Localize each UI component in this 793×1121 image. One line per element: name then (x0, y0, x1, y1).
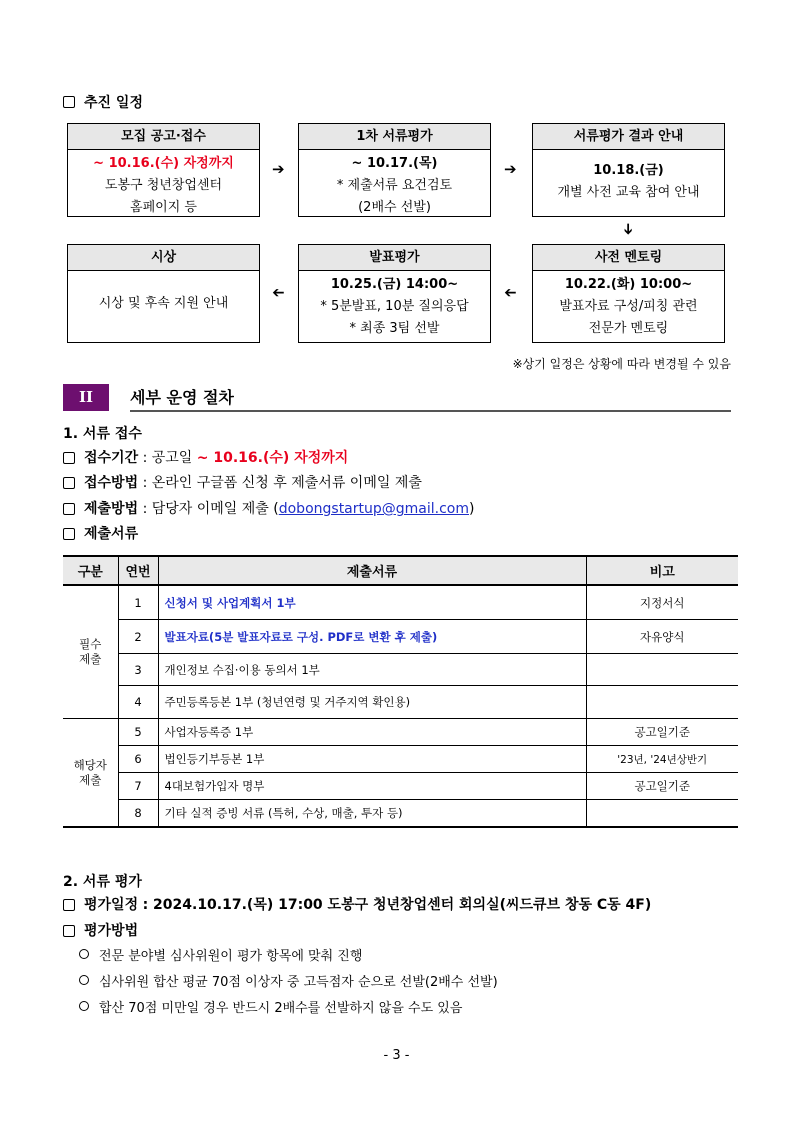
circle-bullet-icon (79, 975, 89, 985)
schedule-box-title: 서류평가 결과 안내 (533, 124, 724, 150)
schedule-box-presentation (298, 244, 491, 343)
schedule-box-title: 발표평가 (299, 245, 490, 271)
schedule-box-title: 모집 공고·접수 (68, 124, 259, 150)
submission-method (84, 472, 422, 492)
row-number: 1 (118, 585, 158, 620)
table-header: 제출서류 (158, 556, 586, 585)
schedule-box-award (67, 244, 260, 343)
table-row (63, 654, 738, 686)
submit-close: ) (469, 501, 475, 517)
schedule-heading: 추진 일정 (84, 95, 143, 111)
submission-submit (84, 498, 474, 518)
checkbox-icon (63, 503, 75, 515)
row-document: 개인정보 수집·이용 동의서 1부 (158, 654, 586, 686)
circle-bullet-icon (79, 949, 89, 959)
row-note: '23년, '24년상반기 (586, 746, 738, 773)
schedule-box-line: 전문가 멘토링 (588, 321, 669, 336)
table-row (63, 686, 738, 719)
docs-label: 제출서류 (84, 526, 139, 542)
schedule-box-first-review (298, 123, 491, 217)
row-number: 5 (118, 719, 158, 746)
arrow-down-icon: ➔ (619, 222, 638, 236)
circle-bullet-icon (79, 1001, 89, 1011)
row-document: 기타 실적 증빙 서류 (특허, 수상, 매출, 투자 등) (158, 800, 586, 828)
period-value: ~ 10.16.(수) 자정까지 (196, 450, 349, 466)
list-item (79, 945, 362, 964)
schedule-box-line: 도봉구 청년창업센터 (104, 178, 223, 193)
section-title: 세부 운영 절차 (130, 388, 234, 407)
table-row (63, 773, 738, 800)
table-row (63, 746, 738, 773)
group-required: 필수 제출 (63, 585, 118, 719)
period-label: 접수기간 (84, 450, 139, 466)
method-text: : 온라인 구글폼 신청 후 제출서류 이메일 제출 (142, 475, 422, 491)
period-text: : 공고일 (142, 450, 193, 466)
arrow-left-icon: ➔ (504, 284, 517, 302)
page-number: - 3 - (383, 1048, 410, 1063)
submit-label: 제출방법 (84, 501, 139, 517)
row-number: 7 (118, 773, 158, 800)
schedule-box-mentoring (532, 244, 725, 343)
section-number-badge: II (63, 384, 109, 411)
table-row (63, 719, 738, 746)
schedule-box-date: 10.25.(금) 14:00~ (330, 277, 459, 292)
row-note (586, 800, 738, 828)
row-note (586, 686, 738, 719)
submit-text: : 담당자 이메일 제출 ( (142, 501, 279, 517)
schedule-box-line: 개별 사전 교육 참여 안내 (557, 185, 700, 200)
row-number: 3 (118, 654, 158, 686)
schedule-box-title: 1차 서류평가 (299, 124, 490, 150)
row-document: 신청서 및 사업계획서 1부 (158, 585, 586, 620)
checkbox-icon (63, 96, 75, 108)
row-number: 2 (118, 620, 158, 654)
row-document: 법인등기부등본 1부 (158, 746, 586, 773)
section-divider (130, 410, 731, 412)
arrow-right-icon: ➔ (504, 160, 517, 178)
date-label: 평가일정 (84, 897, 139, 913)
checkbox-icon (63, 899, 75, 911)
bullet-text: 심사위원 합산 평균 70점 이상자 중 고득점자 순으로 선발(2배수 선발) (99, 975, 498, 990)
documents-table (63, 555, 738, 828)
schedule-box-line: * 제출서류 요건검토 (336, 178, 453, 193)
schedule-box-title: 사전 멘토링 (533, 245, 724, 271)
row-document: 4대보험가입자 명부 (158, 773, 586, 800)
schedule-box-title: 시상 (68, 245, 259, 271)
submission-heading: 1. 서류 접수 (63, 426, 142, 442)
checkbox-icon (63, 452, 75, 464)
checkbox-icon (63, 528, 75, 540)
table-row (63, 585, 738, 620)
schedule-box-date: 10.22.(화) 10:00~ (564, 277, 693, 292)
email-link[interactable]: dobongstartup@gmail.com (278, 501, 469, 517)
bullet-text: 전문 분야별 심사위원이 평가 항목에 맞춰 진행 (99, 949, 363, 964)
table-header: 구분 (63, 556, 118, 585)
schedule-box-line: * 5분발표, 10분 질의응답 (320, 299, 469, 314)
table-header: 비고 (586, 556, 738, 585)
evaluation-heading: 2. 서류 평가 (63, 874, 142, 890)
row-note (586, 654, 738, 686)
row-number: 6 (118, 746, 158, 773)
submission-period (84, 447, 348, 467)
row-document: 발표자료(5분 발표자료로 구성. PDF로 변환 후 제출) (158, 620, 586, 654)
method-label: 접수방법 (84, 475, 139, 491)
evaluation-method-label: 평가방법 (84, 923, 139, 939)
arrow-right-icon: ➔ (272, 160, 285, 178)
schedule-box-date: 10.18.(금) (593, 163, 664, 178)
row-note: 공고일기준 (586, 773, 738, 800)
group-if-applicable: 해당자 제출 (63, 719, 118, 828)
list-item (79, 971, 498, 990)
schedule-box-line: 홈페이지 등 (130, 200, 197, 215)
schedule-box-line: (2배수 선발) (358, 200, 431, 215)
schedule-box-line: 시상 및 후속 지원 안내 (98, 296, 229, 311)
schedule-box-date: ~ 10.16.(수) 자정까지 (93, 156, 234, 171)
row-note: 공고일기준 (586, 719, 738, 746)
row-number: 8 (118, 800, 158, 828)
row-note: 자유양식 (586, 620, 738, 654)
table-row (63, 620, 738, 654)
schedule-note: ※상기 일정은 상황에 따라 변경될 수 있음 (512, 357, 731, 371)
date-value: : 2024.10.17.(목) 17:00 도봉구 청년창업센터 회의실(씨드큐브 창동 C동 4F) (142, 897, 652, 913)
row-note: 지정서식 (586, 585, 738, 620)
schedule-box-line: * 최종 3팀 선발 (349, 321, 440, 336)
table-header-row (63, 556, 738, 585)
list-item (79, 997, 462, 1016)
schedule-box-result (532, 123, 725, 217)
schedule-box-date: ~ 10.17.(목) (351, 156, 438, 171)
arrow-left-icon: ➔ (272, 284, 285, 302)
row-document: 사업자등록증 1부 (158, 719, 586, 746)
evaluation-date (84, 894, 651, 914)
row-number: 4 (118, 686, 158, 719)
schedule-box-recruit (67, 123, 260, 217)
checkbox-icon (63, 477, 75, 489)
row-document: 주민등록등본 1부 (청년연령 및 거주지역 확인용) (158, 686, 586, 719)
checkbox-icon (63, 925, 75, 937)
bullet-text: 합산 70점 미만일 경우 반드시 2배수를 선발하지 않을 수도 있음 (99, 1001, 463, 1016)
table-row (63, 800, 738, 828)
schedule-box-line: 발표자료 구성/피칭 관련 (559, 299, 698, 314)
table-header: 연번 (118, 556, 158, 585)
